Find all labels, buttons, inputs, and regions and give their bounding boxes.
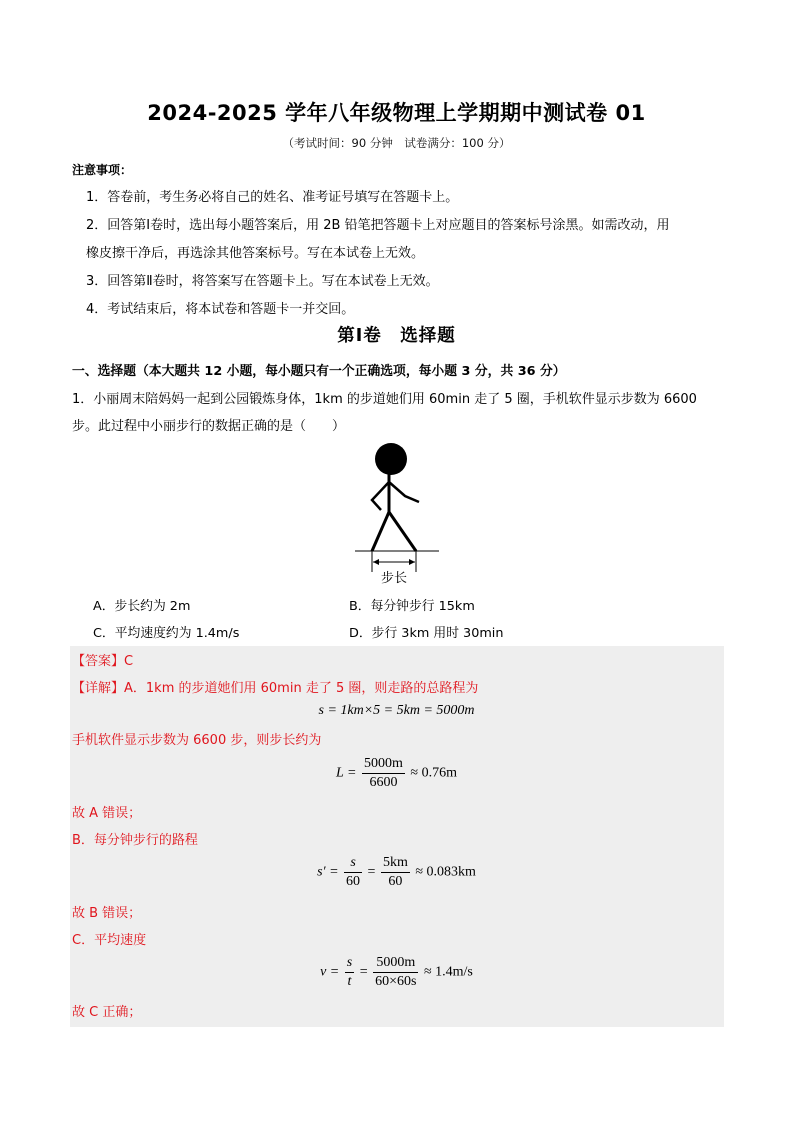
detail-line-5: 故 B 错误； bbox=[72, 906, 142, 921]
detail-line-2: 手机软件显示步数为 6600 步，则步长约为 bbox=[72, 733, 322, 748]
formula-average-speed bbox=[0, 955, 793, 990]
f4-rhs: ≈ 1.4m/s bbox=[423, 964, 473, 980]
detail-line-a bbox=[72, 677, 478, 696]
figure-front-leg bbox=[389, 512, 416, 551]
f4-numerator-1: s bbox=[345, 955, 354, 973]
figure-label: 步长 bbox=[380, 571, 408, 586]
f3-numerator-2: 5km bbox=[381, 855, 410, 873]
notes-heading: 注意事项： bbox=[72, 163, 133, 177]
question-1-stem bbox=[72, 386, 724, 440]
note-item: 3．回答第Ⅱ卷时，将答案写在答题卡上。写在本试卷上无效。 bbox=[86, 274, 439, 289]
note-item: 2．回答第Ⅰ卷时，选出每小题答案后，用 2B 铅笔把答题卡上对应题目的答案标号涂黑。如需改动，用 bbox=[86, 218, 670, 233]
figure-back-leg bbox=[372, 512, 389, 551]
figure-front-arm bbox=[389, 482, 419, 502]
f3-rhs: ≈ 0.083km bbox=[415, 864, 476, 880]
detail-label: 【详解】 bbox=[72, 681, 125, 696]
f3-lhs: s′ = bbox=[317, 864, 339, 880]
walking-figure bbox=[353, 440, 445, 590]
answer-label: 【答案】C bbox=[72, 654, 134, 669]
option-b: B．每分钟步行 15km bbox=[349, 599, 475, 614]
exam-info: （考试时间：90 分钟 试卷满分：100 分） bbox=[282, 136, 511, 150]
option-a: A．步长约为 2m bbox=[93, 599, 191, 614]
f3-denominator-1: 60 bbox=[346, 874, 361, 889]
f3-numerator-1: s bbox=[344, 855, 362, 873]
f4-fraction-2 bbox=[373, 955, 418, 990]
f3-fraction-1 bbox=[344, 855, 362, 890]
detail-line-6: C．平均速度 bbox=[72, 933, 147, 948]
question-1-stem-line: 1．小丽周末陪妈妈一起到公园锻炼身体，1km 的步道她们用 60min 走了 5 圈，手机软件显示步数为 6600 bbox=[72, 392, 697, 407]
f2-denominator: 6600 bbox=[369, 775, 398, 790]
f2-fraction bbox=[362, 756, 405, 791]
f3-fraction-2 bbox=[381, 855, 410, 890]
f4-denominator-2: 60×60s bbox=[375, 974, 417, 989]
note-item: 1．答卷前，考生务必将自己的姓名、准考证号填写在答题卡上。 bbox=[86, 190, 459, 205]
f4-lhs: v = bbox=[320, 964, 340, 980]
detail-a-text: A．1km 的步道她们用 60min 走了 5 圈，则走路的总路程为 bbox=[124, 681, 479, 696]
page-title: 2024-2025 学年八年级物理上学期期中测试卷 01 bbox=[147, 101, 646, 125]
detail-line-4: B．每分钟步行的路程 bbox=[72, 833, 198, 848]
section-heading: 一、选择题（本大题共 12 小题，每小题只有一个正确选项，每小题 3 分，共 36 分） bbox=[72, 364, 566, 379]
step-arrow-left-head bbox=[373, 559, 379, 565]
f4-equals: = bbox=[359, 964, 368, 980]
f4-numerator-2: 5000m bbox=[373, 955, 418, 973]
figure-head bbox=[375, 443, 407, 475]
detail-line-3: 故 A 错误； bbox=[72, 806, 142, 821]
f2-lhs: L = bbox=[336, 765, 357, 781]
option-c: C．平均速度约为 1.4m/s bbox=[93, 626, 240, 641]
step-arrow-right-head bbox=[409, 559, 415, 565]
figure-back-arm bbox=[372, 482, 389, 510]
option-d: D．步行 3km 用时 30min bbox=[349, 626, 504, 641]
f2-numerator: 5000m bbox=[362, 756, 405, 774]
f3-denominator-2: 60 bbox=[388, 874, 403, 889]
f2-rhs: ≈ 0.76m bbox=[410, 765, 457, 781]
f4-denominator-1: t bbox=[347, 974, 352, 989]
question-1-stem-line: 步。此过程中小丽步行的数据正确的是（ ） bbox=[72, 419, 346, 434]
formula-step-length bbox=[0, 756, 793, 791]
formula-total-distance: s = 1km×5 = 5km = 5000m bbox=[318, 703, 475, 718]
f4-fraction-1 bbox=[345, 955, 354, 990]
notes-list bbox=[72, 184, 722, 324]
detail-line-7: 故 C 正确； bbox=[72, 1005, 142, 1020]
note-item-continuation: 橡皮擦干净后，再选涂其他答案标号。写在本试卷上无效。 bbox=[86, 246, 425, 261]
note-item: 4．考试结束后，将本试卷和答题卡一并交回。 bbox=[86, 302, 355, 317]
formula-per-minute bbox=[0, 855, 793, 890]
section-title: 第Ⅰ卷 选择题 bbox=[337, 326, 456, 346]
f3-equals: = bbox=[367, 864, 376, 880]
